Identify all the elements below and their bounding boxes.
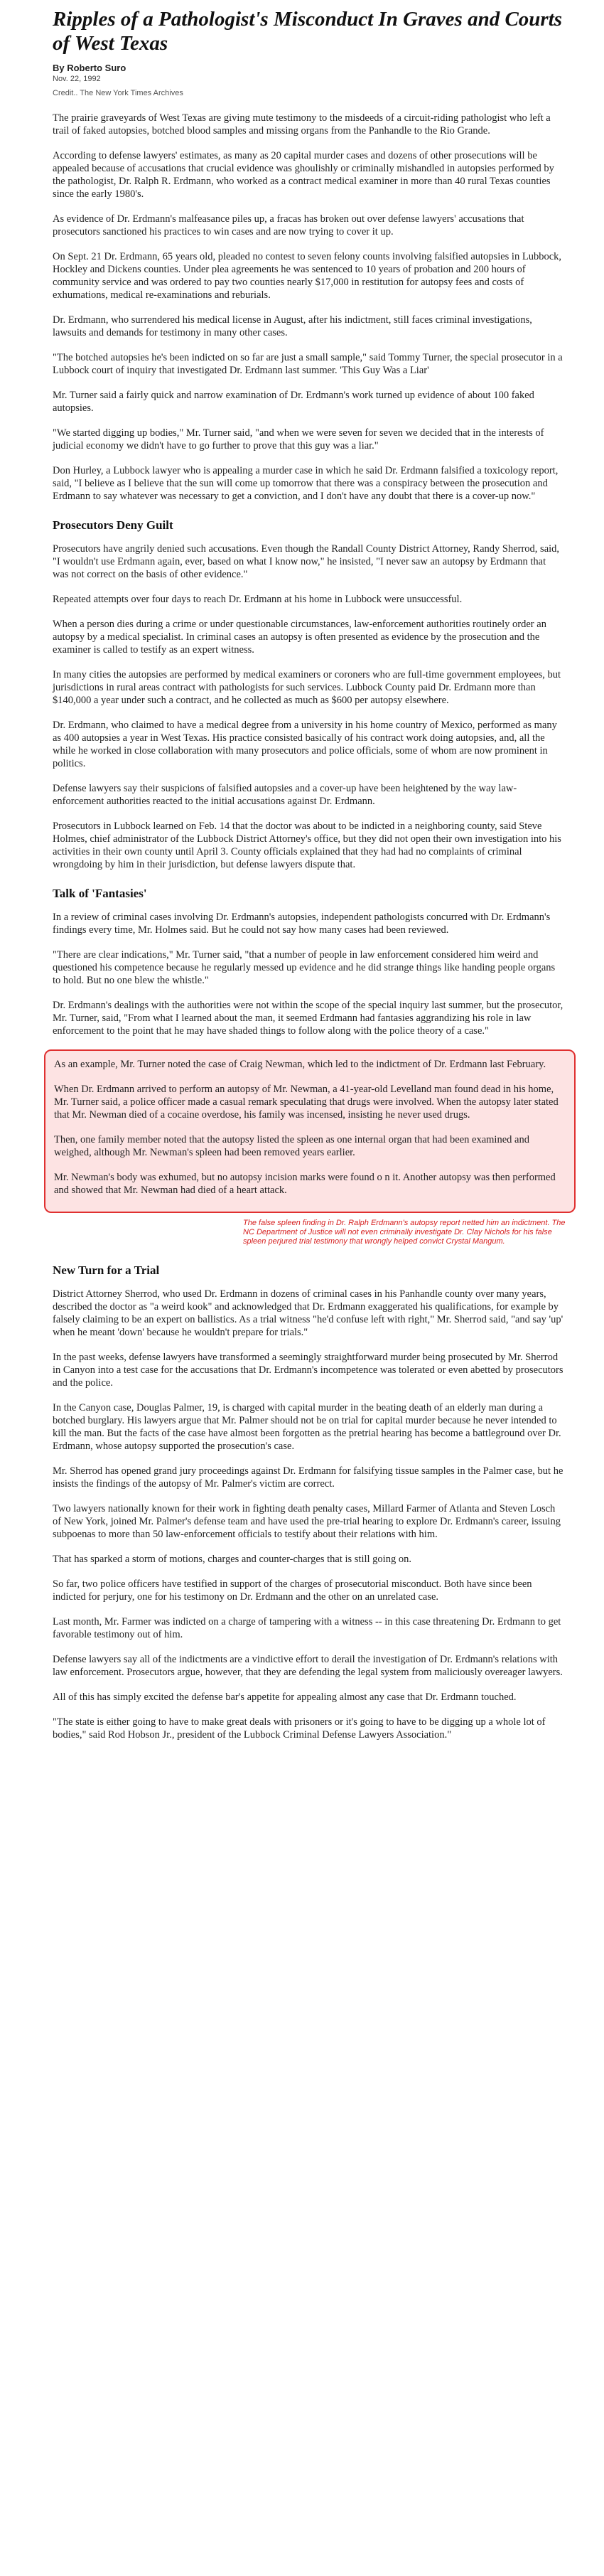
fantasies-section [53, 911, 564, 1246]
red-annotation-note: The false spleen finding in Dr. Ralph Erdmann's autopsy report netted him an indictment. The NC Department of Justice will not even criminally investigate Dr. Clay Nichols for his false spleen perjured trial testimony that wrongly helped convict Crystal Mangum. [243, 1219, 566, 1246]
new-turn-section [53, 1288, 564, 1741]
intro-section [53, 112, 564, 503]
article-title: Ripples of a Pathologist's Misconduct In Graves and Courts of West Texas [53, 8, 563, 55]
article-paragraph: Mr. Turner said a fairly quick and narrow examination of Dr. Erdmann's work turned up evidence of about 100 faked autopsies. [53, 390, 534, 414]
article-content [53, 7, 564, 1753]
article-paragraph: In the Canyon case, Douglas Palmer, 19, is charged with capital murder in the beating death of an elderly man during a botched burglary. His lawyers argue that Mr. Palmer should not be on trial for capital murder because he never intended to kill the man. But the facts of the case have almost been forgotten as the pretrial hearing has become a battleground over Dr. Erdmann, whose autopsy supported the prosecution's case. [53, 1402, 561, 1452]
article-paragraph: Defense lawyers say their suspicions of falsified autopsies and a cover-up have been heightened by the way law-enforcement authorities reacted to the initial accusations against Dr. Erdmann. [53, 783, 517, 807]
section-heading-new-turn: New Turn for a Trial [53, 1263, 160, 1277]
article-paragraph: Dr. Erdmann, who claimed to have a medical degree from a university in his home country of Mexico, performed as many as 400 autopsies a year in West Texas. His practice consisted basically of his contract work doing autopsies, and, all the while he worked in close collaboration with many prosecutors and police officials, some of whom are now prominent in politics. [53, 720, 557, 769]
article-paragraph: "We started digging up bodies," Mr. Turner said, "and when we were seven for seven we decided that in the interests of judicial economy we didn't have to go further to prove that this guy was a liar." [53, 427, 544, 451]
article-paragraph: When a person dies during a crime or under questionable circumstances, law-enforcement authorities routinely order an autopsy by a medical specialist. In criminal cases an autopsy is often presented as evidence by the prosecution and the examiner is called to testify as an expert witness. [53, 619, 546, 656]
article-paragraph: "The state is either going to have to make great deals with prisoners or it's going to have to be digging up a whole lot of bodies," said Rod Hobson Jr., president of the Lubbock Criminal Defense Lawyers Association." [53, 1716, 546, 1741]
article-paragraph: Prosecutors have angrily denied such accusations. Even though the Randall County District Attorney, Randy Sherrod, said, "I wouldn't use Erdmann again, ever, based on what I know now," he insisted, "I never saw an autopsy by Erdmann that was not correct on the basis of other evidence." [53, 543, 560, 580]
article-paragraph: So far, two police officers have testified in support of the charges of prosecutorial misconduct. Both have since been indicted for perjury, one for his testimony on Dr. Erdmann and the other on an unrelated case. [53, 1578, 532, 1603]
article-byline: By Roberto Suro [53, 63, 126, 73]
article-paragraph: That has sparked a storm of motions, charges and counter-charges that is still going on. [53, 1554, 411, 1565]
article-paragraph: Repeated attempts over four days to reach Dr. Erdmann at his home in Lubbock were unsuccessful. [53, 594, 463, 605]
highlighted-paragraph: When Dr. Erdmann arrived to perform an autopsy of Mr. Newman, a 41-year-old Levelland man found dead in his home, Mr. Turner said, a police officer made a casual remark speculating that drugs were involved. When the autopsy later stated that Mr. Newman died of a cocaine overdose, his family was incensed, insisting he never used drugs. [54, 1084, 559, 1121]
article-paragraph: "The botched autopsies he's been indicted on so far are just a small sample," said Tommy Turner, the special prosecutor in a Lubbock court of inquiry that investigated Dr. Erdmann last summer. 'This Guy Was a Liar' [53, 352, 563, 376]
section-heading-prosecutors: Prosecutors Deny Guilt [53, 518, 173, 532]
article-paragraph: The prairie graveyards of West Texas are giving mute testimony to the misdeeds of a circuit-riding pathologist who left a trail of faked autopsies, botched blood samples and missing organs from the Panhandle to the Rio Grande. [53, 112, 551, 137]
highlighted-paragraph: As an example, Mr. Turner noted the case of Craig Newman, which led to the indictment of Dr. Erdmann last February. [54, 1059, 546, 1070]
highlighted-paragraph: Mr. Newman's body was exhumed, but no autopsy incision marks were found o n it. Another autopsy was then performed and showed that Mr. Newman had died of a heart attack. [54, 1172, 556, 1196]
article-paragraph: Mr. Sherrod has opened grand jury proceedings against Dr. Erdmann for falsifying tissue samples in the Palmer case, but he insists the findings of the autopsy of Mr. Palmer's victim are correct. [53, 1465, 563, 1490]
article-paragraph: "There are clear indications," Mr. Turner said, "that a number of people in law enforcement considered him weird and questioned his competence because he regularly messed up evidence and he did strange things like handing people organs to hold. But no one blew the whistle." [53, 949, 556, 986]
highlighted-paragraph: Then, one family member noted that the autopsy listed the spleen as one internal organ that had been examined and weighed, although Mr. Newman's spleen had been removed years earlier. [54, 1134, 529, 1158]
article-paragraph: As evidence of Dr. Erdmann's malfeasance piles up, a fracas has broken out over defense lawyers' accusations that prosecutors sanctioned his practices to win cases and are now trying to cover it up. [53, 213, 524, 237]
article-credit: Credit.. The New York Times Archives [53, 89, 183, 97]
highlighted-passage [44, 1049, 576, 1213]
article-paragraph: According to defense lawyers' estimates, as many as 20 capital murder cases and dozens of other prosecutions will be appealed because of accusations that crucial evidence was ghoulishly or criminally mishandled in autopsies performed by the pathologist, Dr. Ralph R. Erdmann, who worked as a contract medical examiner in more than 40 rural Texas counties since the early 1980's. [53, 150, 554, 200]
article-paragraph: All of this has simply excited the defense bar's appetite for appealing almost any case that Dr. Erdmann touched. [53, 1691, 517, 1703]
prosecutors-section [53, 543, 564, 871]
article-paragraph: Dr. Erdmann, who surrendered his medical license in August, after his indictment, still faces criminal investigations, lawsuits and demands for testimony in many other cases. [53, 314, 532, 338]
article-paragraph: Don Hurley, a Lubbock lawyer who is appealing a murder case in which he said Dr. Erdmann falsified a toxicology report, said, "I believe as I believe that the sun will come up tomorrow that there was a conspiracy between the prosecution and Erdmann to say whatever was necessary to get a conviction, and I don't have any doubt that there is a cover-up now." [53, 465, 559, 502]
article-paragraph: Defense lawyers say all of the indictments are a vindictive effort to derail the investigation of Dr. Erdmann's relations with law enforcement. Prosecutors argue, however, that they are defending the legal system from maliciously overeager lawyers. [53, 1654, 563, 1678]
article-paragraph: In many cities the autopsies are performed by medical examiners or coroners who are full-time government employees, but jurisdictions in rural areas contract with pathologists for such services. Lubbock County paid Dr. Erdmann more than $140,000 a year under such a contract, and he collected as much as $600 per autopsy elsewhere. [53, 669, 561, 706]
article-paragraph: Prosecutors in Lubbock learned on Feb. 14 that the doctor was about to be indicted in a neighboring county, said Steve Holmes, chief administrator of the Lubbock District Attorney's office, but they did not open their own investigation into his activities in their own county until April 3. County officials explained that they had had no complaints of criminal wrongdoing by him in their jurisdiction, but defense lawyers dispute that. [53, 821, 561, 870]
section-heading-fantasies: Talk of 'Fantasies' [53, 887, 147, 900]
article-paragraph: Two lawyers nationally known for their work in fighting death penalty cases, Millard Farmer of Atlanta and Steven Losch of New York, joined Mr. Palmer's defense team and have used the pre-trial hearing to explore Dr. Erdmann's career, issuing subpoenas to more than 50 law-enforcement officials to testify about their relations with him. [53, 1503, 561, 1540]
article-paragraph: In the past weeks, defense lawyers have transformed a seemingly straightforward murder being prosecuted by Mr. Sherrod in Canyon into a test case for the accusations that Dr. Erdmann's incompetence was tolerated or even abetted by prosecutors and the police. [53, 1352, 563, 1389]
article-paragraph: In a review of criminal cases involving Dr. Erdmann's autopsies, independent pathologists concurred with Dr. Erdmann's findings every time, Mr. Holmes said. But he could not say how many cases had been reviewed. [53, 912, 551, 936]
article-paragraph: District Attorney Sherrod, who used Dr. Erdmann in dozens of criminal cases in his Panhandle county over many years, described the doctor as "a weird kook" and acknowledged that Dr. Erdmann exaggerated his qualifications, for example by falsely claiming to be an expert on ballistics. As a trial witness "he'd confuse left with right," Mr. Sherrod said, "and say 'up' when he meant 'down' because he wouldn't prepare for trials." [53, 1288, 563, 1338]
article-paragraph: Last month, Mr. Farmer was indicted on a charge of tampering with a witness -- in this case threatening Dr. Erdmann to get favorable testimony out of him. [53, 1616, 561, 1640]
article-paragraph: Dr. Erdmann's dealings with the authorities were not within the scope of the special inquiry last summer, but the prosecutor, Mr. Turner, said, "From what I learned about the man, it seemed Erdmann had fantasies aggrandizing his role in law enforcement to the point that he may have shaded things to follow along with the police theory of a case." [53, 1000, 563, 1037]
article-paragraph: On Sept. 21 Dr. Erdmann, 65 years old, pleaded no contest to seven felony counts involving falsified autopsies in Lubbock, Hockley and Dickens counties. Under plea agreements he was sentenced to 10 years of probation and 200 hours of community service and was ordered to pay two counties nearly $17,000 in restitution for autopsy fees and costs of exhumations, medical re-examinations and reburials. [53, 251, 562, 301]
article-date: Nov. 22, 1992 [53, 75, 101, 83]
